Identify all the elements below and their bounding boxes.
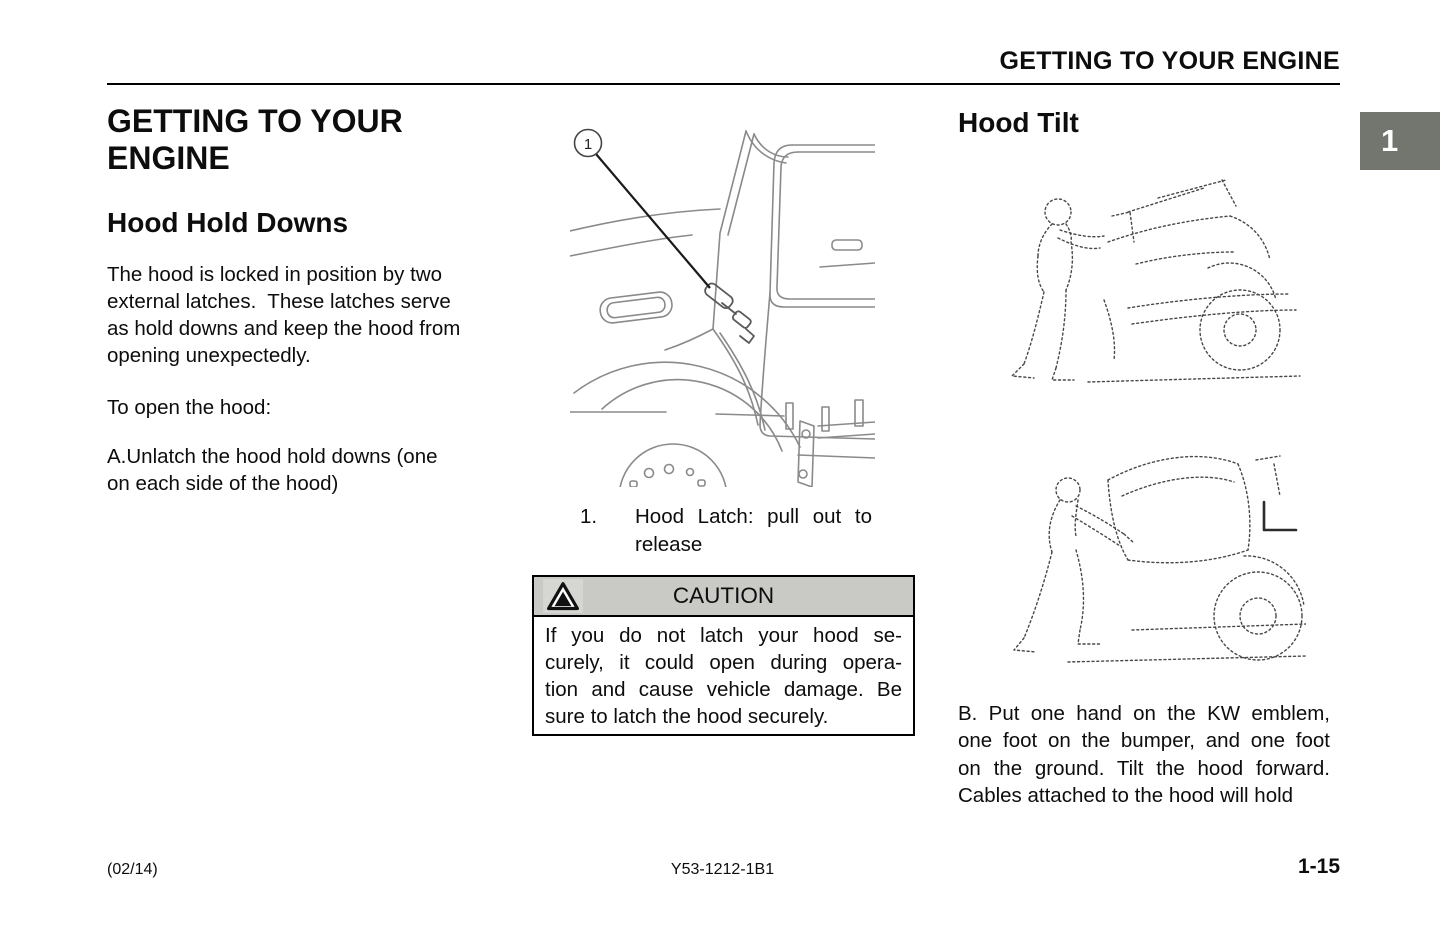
- caption-text: [635, 503, 872, 558]
- paragraph-line: B. Put one hand on the KW emblem,: [958, 702, 1330, 725]
- paragraph-line: one foot on the bumper, and one foot: [958, 729, 1330, 753]
- caption-number: 1.: [580, 505, 598, 528]
- hood-tilt-step1-figure: [1008, 172, 1302, 407]
- footer-revision-date: (02/14): [107, 861, 158, 878]
- chapter-tab-number: 1: [1381, 123, 1399, 158]
- caution-header: [534, 577, 913, 617]
- person-tilting-hood-art: [1014, 456, 1306, 662]
- page-title: [107, 103, 403, 177]
- chapter-tab: [1360, 112, 1440, 170]
- callout-1-label: 1: [583, 136, 593, 153]
- caution-line: sure to latch the hood securely.: [545, 705, 829, 728]
- paragraph-line: on each side of the hood): [107, 472, 339, 495]
- hood-tilt-step2-figure: [1012, 438, 1306, 673]
- caption-line: Hood Latch: pull out to: [635, 505, 872, 528]
- page-title-line: GETTING TO YOUR: [107, 103, 403, 139]
- paragraph-hood-locked: [107, 261, 517, 369]
- cab-edge-art: [1264, 502, 1296, 530]
- caution-line: tion and cause vehicle damage. Be: [545, 678, 902, 701]
- running-title: GETTING TO YOUR ENGINE: [999, 47, 1340, 75]
- caption-line: release: [635, 532, 703, 556]
- paragraph-line: A.Unlatch the hood hold downs (one: [107, 445, 438, 468]
- paragraph-line: as hold downs and keep the hood from: [107, 317, 461, 340]
- hood-latch-art: [703, 281, 754, 343]
- caution-title: CAUTION: [672, 583, 775, 608]
- hood-latch-figure: [570, 125, 875, 487]
- paragraph-line: The hood is locked in position by two: [107, 263, 443, 286]
- warning-triangle-icon: [543, 579, 583, 613]
- step-a-text: [107, 443, 517, 497]
- callout-leader-line: [596, 154, 710, 288]
- header-rule: [107, 83, 1340, 85]
- caution-line: curely, it could open during opera-: [545, 651, 902, 674]
- paragraph-line: opening unexpectedly.: [107, 344, 311, 367]
- caution-box: [532, 575, 915, 736]
- footer-document-number: Y53-1212-1B1: [670, 861, 775, 878]
- paragraph-to-open: To open the hood:: [107, 396, 272, 419]
- truck-side-art: [570, 131, 875, 487]
- step-b-text: [958, 700, 1330, 809]
- paragraph-line: Cables attached to the hood will hold: [958, 783, 1294, 807]
- page-title-line: ENGINE: [107, 140, 230, 176]
- heading-hood-tilt: Hood Tilt: [958, 107, 1079, 138]
- caution-line: If you do not latch your hood se-: [545, 624, 902, 647]
- footer-page-number: 1-15: [1297, 855, 1340, 878]
- figure1-caption: [580, 503, 872, 558]
- paragraph-line: on the ground. Tilt the hood forward.: [958, 756, 1330, 780]
- paragraph-line: external latches. These latches serve: [107, 290, 451, 313]
- caution-body: [534, 617, 913, 734]
- section-heading-hood-hold-downs: Hood Hold Downs: [107, 207, 349, 238]
- person-at-hood-art: [1012, 180, 1300, 382]
